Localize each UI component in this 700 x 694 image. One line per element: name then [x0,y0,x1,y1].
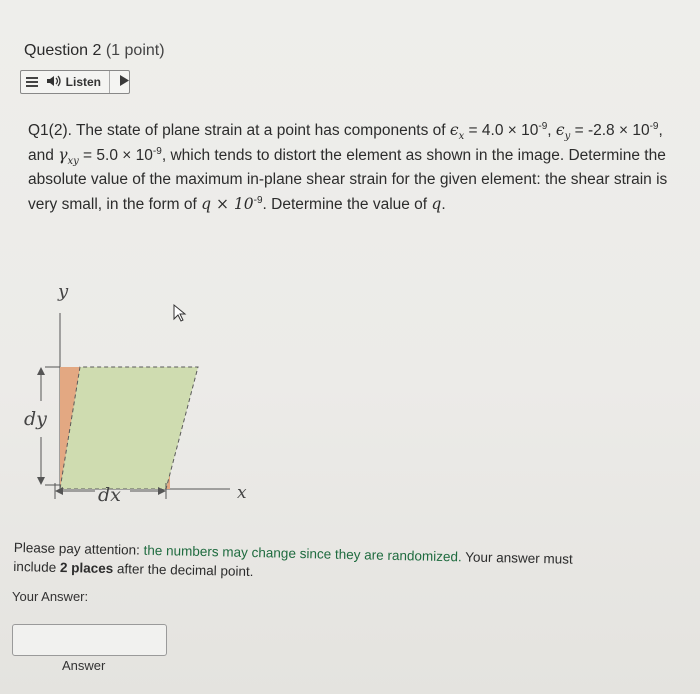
answer-input[interactable] [12,624,167,656]
speaker-icon [46,75,62,90]
notice-text: Please pay attention: the numbers may change since they are randomized. Your answer must include 2 places after the decimal point. [13,539,573,580]
problem-intro: Q1(2). The state of plane strain at a point has components of [28,122,450,139]
your-answer-label: Your Answer: [12,589,89,604]
problem-last: . Determine the value of [262,196,428,213]
eps-x-value: 4.0 [481,122,504,139]
q-form: q × 10 [201,195,254,213]
y-axis-label: y [58,281,69,302]
eps-y-value: -2.8 [587,122,615,139]
dy-label: dy [24,408,47,430]
question-points: (1 point) [105,42,165,59]
question-title [24,42,165,60]
dx-label: dx [98,484,121,506]
gamma-xy-value: 5.0 [96,147,118,164]
listen-widget[interactable] [20,70,130,94]
answer-label: Answer [62,658,106,673]
deformed-element [60,367,198,489]
question-number: Question 2 [24,42,102,59]
listen-divider [109,71,110,93]
notice-highlight: the numbers may change since they are randomized. [143,542,462,565]
x-axis-label: x [237,483,247,503]
question-text: Q1(2). The state of plane strain at a point has components of $\epsilon_x = 4.0 \times 10^{-9}$, $\epsilon_y = -2.8 \times 10^{-9}$, and $\gamma_{xy} = 5.0 \times 10^{-9}$, which tends to distort the element as shown in the image. Determine the absolute value of the maximum in-plane shear strain for the given element: the shear strain is very small, in the form of $q \times 10^{-9}$. Determine the value of q. [28,120,668,213]
problem-body: which tends to distort the element as shown in the image. Determine the absolute value of the maximum in-plane shear strain for the given element: the shear strain is very small, in the form of [28,147,668,213]
cursor-icon [174,305,185,321]
listen-label[interactable]: Listen [65,75,102,89]
menu-icon[interactable] [24,75,40,89]
play-icon[interactable] [119,75,129,89]
strain-figure [0,275,300,515]
